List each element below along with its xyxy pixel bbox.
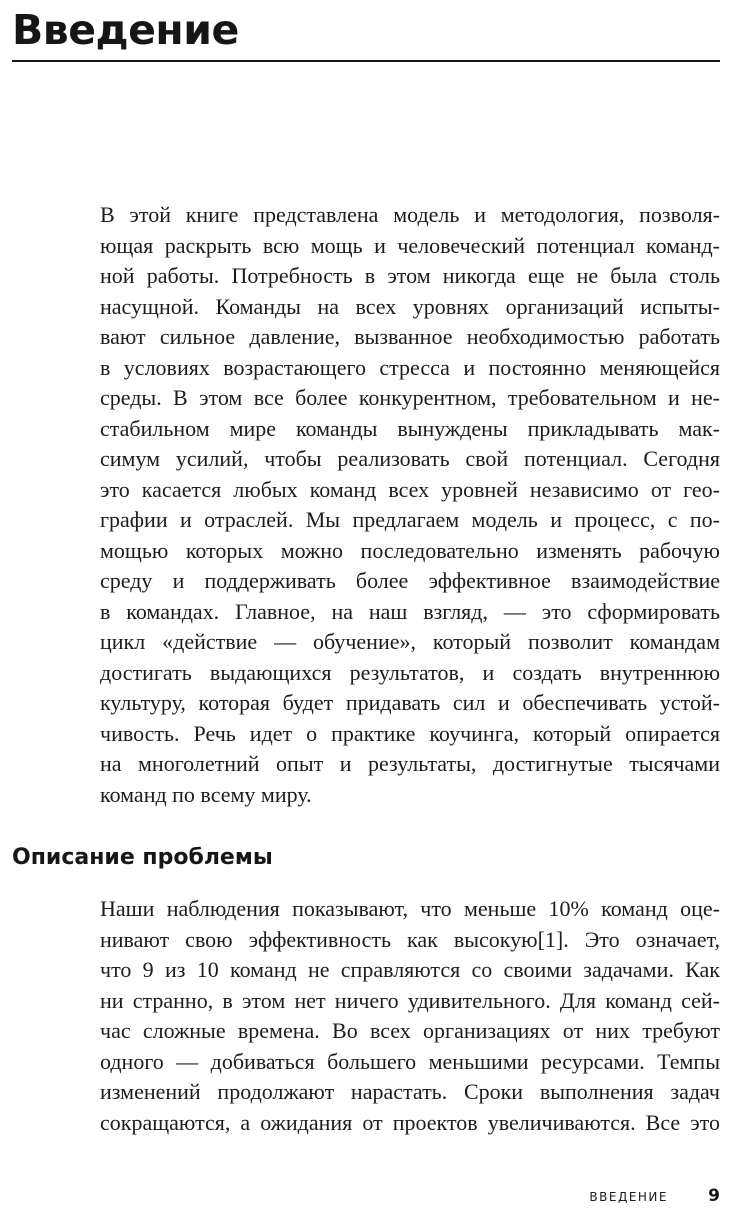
text-line: насущной. Команды на всех уровнях организаций испыты- xyxy=(100,293,720,319)
text-line: чивость. Речь идет о практике коучинга, который опирается xyxy=(100,720,720,746)
section-heading: Описание проблемы xyxy=(12,845,273,870)
text-line: Наши наблюдения показывают, что меньше 10% команд оце- xyxy=(100,896,720,921)
problem-paragraph xyxy=(100,894,720,1138)
text-line: на многолетний опыт и результаты, достигнутые тысячами xyxy=(100,751,720,776)
text-line: ющая раскрыть всю мощь и человеческий потенциал команд- xyxy=(100,232,720,258)
text-line: достигать выдающихся результатов, и создать внутреннюю xyxy=(100,659,720,685)
chapter-title: Введение xyxy=(12,6,239,54)
text-line: команд по всему миру. xyxy=(100,781,312,807)
running-footer xyxy=(560,1186,720,1210)
text-line: вают сильное давление, вызванное необходимостью работать xyxy=(100,324,720,349)
text-line: графии и отраслей. Мы предлагаем модель и процесс, с по- xyxy=(100,507,720,532)
text-line: среды. В этом все более конкурентном, требовательном и не- xyxy=(100,385,720,410)
text-line: что 9 из 10 команд не справляются со своими задачами. Как xyxy=(100,957,720,982)
text-line: мощью которых можно последовательно изменять рабочую xyxy=(100,537,720,563)
text-line: в командах. Главное, на наш взгляд, — это сформировать xyxy=(100,598,720,624)
text-line: изменений продолжают нарастать. Сроки выполнения задач xyxy=(100,1079,720,1104)
text-line: В этой книге представлена модель и методология, позволя- xyxy=(100,202,720,227)
text-line: час сложные времена. Во всех организациях от них требуют xyxy=(100,1018,720,1043)
page-number: 9 xyxy=(708,1186,720,1206)
text-line: культуру, которая будет придавать сил и обеспечивать устой- xyxy=(100,690,720,715)
text-line: одного — добиваться большего меньшими ресурсами. Темпы xyxy=(100,1048,720,1074)
text-line: сокращаются, а ожидания от проектов увеличиваются. Все это xyxy=(100,1109,720,1135)
text-line: цикл «действие — обучение», который позволит командам xyxy=(100,629,720,654)
text-line: среду и поддерживать более эффективное взаимодействие xyxy=(100,568,720,593)
text-line: ной работы. Потребность в этом никогда еще не была столь xyxy=(100,263,720,288)
text-line: в условиях возрастающего стресса и постоянно меняющейся xyxy=(100,354,720,380)
text-line: нивают свою эффективность как высокую[1]. Это означает, xyxy=(100,926,720,952)
intro-paragraph xyxy=(100,200,720,810)
running-title: ВВЕДЕНИЕ xyxy=(589,1190,668,1204)
text-line: стабильном мире команды вынуждены прикладывать мак- xyxy=(100,415,720,441)
text-line: симум усилий, чтобы реализовать свой потенциал. Сегодня xyxy=(100,446,720,471)
text-line: это касается любых команд всех уровней независимо от гео- xyxy=(100,476,720,502)
title-rule xyxy=(12,60,720,62)
text-line: ни странно, в этом нет ничего удивительного. Для команд сей- xyxy=(100,987,720,1013)
